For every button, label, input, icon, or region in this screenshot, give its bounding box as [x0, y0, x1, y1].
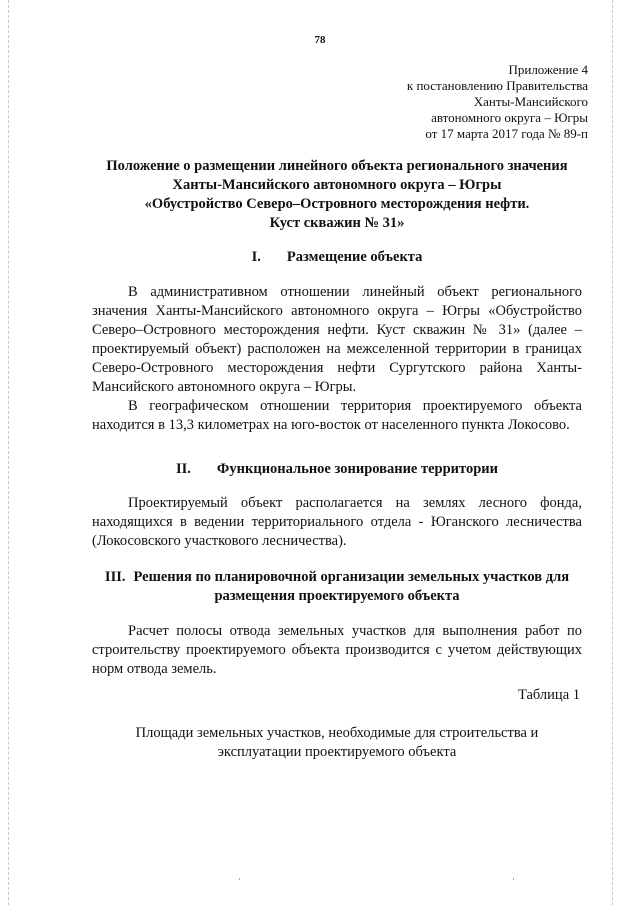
- section-body-2: [92, 494, 582, 551]
- attachment-line: Приложение 4: [508, 62, 588, 77]
- document-title: [92, 157, 582, 233]
- scan-speck: ·: [512, 874, 515, 884]
- section-number: I.: [251, 249, 261, 265]
- paragraph: Расчет полосы отвода земельных участков для выполнения работ по строительству проектируемого объекта производится с учетом действующих норм отвода земель.: [92, 623, 582, 677]
- attachment-line: автономного округа – Югры: [431, 110, 588, 125]
- paragraph: В географическом отношении территория проектируемого объекта находится в 13,3 километрах на юго-восток от населенного пункта Локосово.: [92, 398, 582, 433]
- title-line: Ханты-Мансийского автономного округа – Югры: [172, 177, 502, 193]
- section-heading-2: [92, 460, 582, 479]
- table-caption-line: эксплуатации проектируемого объекта: [217, 744, 457, 760]
- title-line: Куст скважин № 31»: [269, 215, 405, 231]
- paragraph: В административном отношении линейный объект регионального значения Ханты-Мансийского автономного округа – Югры «Обустройство Северо–Островного месторождения нефти. Куст скважин № 31» (далее – проектируемый объект) расположен на межселенной территории в границах Северо-Островного месторождения нефти Сургутского района Ханты-Мансийского автономного округа – Югры.: [92, 284, 582, 395]
- section-body-1: [92, 283, 582, 435]
- section-title: Функциональное зонирование территории: [216, 461, 498, 477]
- attachment-line: Ханты-Мансийского: [473, 94, 588, 109]
- scan-speck: ·: [238, 874, 241, 884]
- section-number: III.: [104, 569, 126, 585]
- scan-left-edge: [8, 0, 10, 905]
- table-caption: [92, 724, 582, 762]
- scan-right-edge: [612, 0, 614, 905]
- section-heading-1: [92, 248, 582, 267]
- section-heading-3: [92, 568, 582, 606]
- title-line: «Обустройство Северо–Островного месторождения нефти.: [144, 196, 530, 212]
- table-caption-line: Площади земельных участков, необходимые для строительства и: [135, 725, 539, 741]
- section-title: Размещение объекта: [286, 249, 423, 265]
- section-number: II.: [176, 461, 191, 477]
- page-number: 78: [314, 34, 326, 46]
- paragraph: Проектируемый объект располагается на землях лесного фонда, находящихся в ведении территориального отдела - Юганского лесничества (Локосовского участкового лесничества).: [92, 495, 582, 549]
- section-body-3: [92, 622, 582, 679]
- attachment-line: от 17 марта 2017 года № 89-п: [425, 126, 588, 141]
- section-title: Решения по планировочной организации земельных участков для размещения проектируемого объекта: [133, 569, 570, 604]
- attachment-line: к постановлению Правительства: [406, 78, 588, 93]
- table-label: Таблица 1: [517, 687, 580, 703]
- attachment-header: [407, 62, 588, 142]
- title-line: Положение о размещении линейного объекта регионального значения: [106, 158, 568, 174]
